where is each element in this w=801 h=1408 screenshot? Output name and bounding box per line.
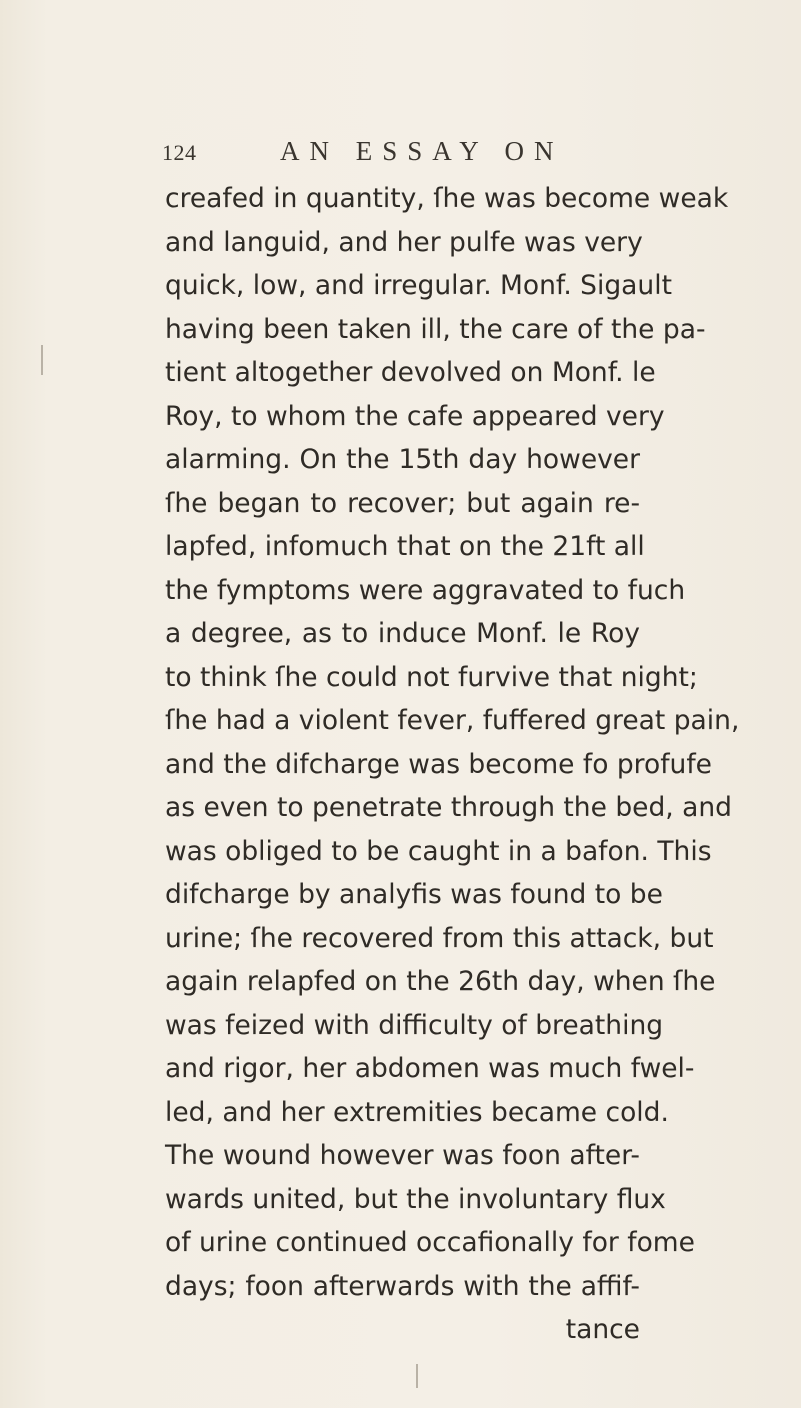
page-number: 124 xyxy=(162,140,197,165)
text-line: led, and her extremities became cold. xyxy=(165,1096,669,1128)
text-line: ſhe had a violent fever, fuffered great pain, xyxy=(165,705,740,736)
text-line: the fymptoms were aggravated to fuch xyxy=(165,574,686,606)
text-line: alarming. On the 15th day however xyxy=(165,444,640,475)
text-line: Roy, to whom the cafe appeared very xyxy=(165,400,665,432)
text-line: quick, low, and irregular. Monf. Sigault xyxy=(165,270,672,301)
text-line: days; foon afterwards with the affif- xyxy=(165,1270,640,1302)
text-line: difcharge by analyfis was found to be xyxy=(165,879,663,910)
text-line: wards united, but the involuntary flux xyxy=(165,1183,666,1215)
text-line: of urine continued occafionally for fome xyxy=(165,1227,695,1258)
text-line: ſhe began to recover; but again re- xyxy=(165,487,640,519)
text-line: to think ſhe could not furvive that night; xyxy=(165,661,698,693)
text-line: and rigor, her abdomen was much fwel- xyxy=(165,1053,695,1084)
text-line: as even to penetrate through the bed, and xyxy=(165,792,732,823)
text-line: was feized with difficulty of breathing xyxy=(165,1009,664,1041)
text-line: creafed in quantity, ſhe was become weak xyxy=(165,183,729,214)
text-line: and the difcharge was become fo profufe xyxy=(165,748,712,780)
text-line: and languid, and her pulfe was very xyxy=(165,226,643,258)
text-line: was obliged to be caught in a bafon. This xyxy=(165,835,712,867)
body-text xyxy=(165,177,740,1352)
text-line: again relapfed on the 26th day, when ſhe xyxy=(165,966,716,997)
catchword: tance xyxy=(565,1314,640,1345)
text-line: tient altogether devolved on Monf. le xyxy=(165,357,656,388)
text-line: having been taken ill, the care of the pa- xyxy=(165,313,706,345)
margin-mark xyxy=(416,1364,418,1388)
margin-mark xyxy=(41,345,43,375)
text-line: lapfed, infomuch that on the 21ft all xyxy=(165,531,645,562)
text-line: The wound however was foon after- xyxy=(165,1140,640,1171)
running-head: AN ESSAY ON xyxy=(280,136,564,166)
page-header xyxy=(162,136,662,172)
text-line: a degree, as to induce Monf. le Roy xyxy=(165,618,640,649)
text-line: urine; ſhe recovered from this attack, but xyxy=(165,922,714,954)
